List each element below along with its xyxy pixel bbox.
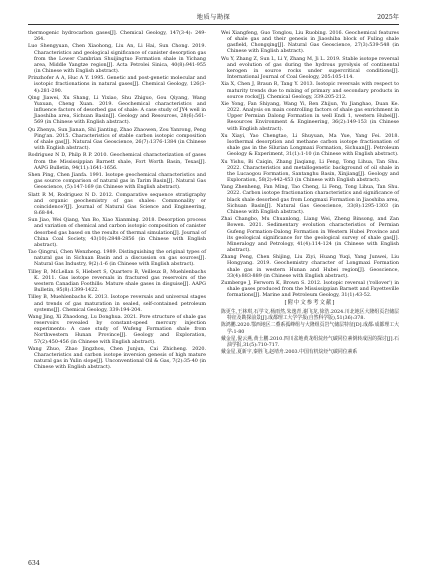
reference-entry: Tilley B, McLellan S, Hiebert S, Quartero B, Veilleux B, Muehlenbachs K. 2011. Gas isotope reversals in fractured gas reservoirs of the western Canadian Foothills: Mature shale gases in disguise[J]. AAPG Bulletin, 95(8):1399-1422. bbox=[28, 268, 206, 294]
reference-entry: Qu Zhenya, Sun Jianan, Shi Jianting, Zhao Zhaowen, Zou Yanrong, Peng Ping'an. 2015. Characteristics of stable carbon isotopic composition of shale gas[J]. Natural Gas Geoscience, 26(7):1376-1384 (in Chinese with English abstract). bbox=[28, 126, 206, 152]
appendix-heading: [附中文参考文献] bbox=[284, 300, 336, 307]
reference-entry: Wei Xiangfeng, Guo Tonglou, Liu Ruobing. 2016. Geochemical features of shale gas and their genesis in Jiaoshiba block of Fuling shale gasfield, Chongqing[J]. Natural Gas Geoscience, 27(3):539-548 (in Chinese with English abstract). bbox=[221, 30, 399, 55]
english-references bbox=[221, 30, 399, 298]
reference-entry: 戴金星,夏新宇,秦胜飞,赵靖舟.2003.中国有机烷烃气碳同位素系 bbox=[221, 349, 358, 356]
reference-entry: Slatt R M, Rodriguez N D. 2012. Comparative sequence stratigraphy and organic geochemistry of gas shales: Commonality or coincidence?[J]. Journal of Natural Gas Science and Engineering, 8:68-84. bbox=[28, 191, 206, 217]
reference-entry: thermogenic hydrocarbon gases[J]. Chemical Geology, 147(3-4): 249-264. bbox=[28, 30, 206, 43]
page-header bbox=[28, 12, 399, 22]
reference-entry: Qing Jiawei, Xu Shang, Li Yixiao, Shu Zhiguo, Gou Qiyang, Wang Yuxuan, Cheng Xuan. 2019. Geochemical characteristics and influence factors of desorbed gas of shale: A case study of JY4 well in Jiaoshiba area, Sichuan Basin[J]. Geology and Resources, 28(6):561-569 (in Chinese with English abstract). bbox=[28, 94, 206, 126]
reference-entry: Tilley B, Muehlenbachs K. 2013. Isotope reversals and universal stages and trends of gas maturation in sealed, self-contained petroleum systems[J]. Chemical Geology, 339:194-204. bbox=[28, 294, 206, 313]
reference-entry: Sun Jiao, Wei Qiang, Yan Bo, Xiao Xianming. 2018. Desorption process and variation of chemical and carbon isotopic composition of canister desorbed gas based on the results of thermal simulation[J]. Journal of China Coal Society, 43(10):2848-2856 (in Chinese with English abstract). bbox=[28, 217, 206, 248]
reference-entry: 陈更生,王林琪,石学文,杨雨然,朱逸青,谢飞龙,徐浩.2024.川北地区大隆组页岩储层特征及勘探前景[J].成都理工大学学报(自然科学版),51(36):378. bbox=[221, 309, 399, 322]
page-number: 634 bbox=[28, 560, 40, 567]
reference-entry: Zhai Changbo, Mu Chuanlong, Liang Wei, Zheng Binsong, and Zan Bowen. 2021. Sedimentary evolution characteristics of Permian Gufeng Formation-Dalong Formation in Western Hubei Province and its geological significance for the geological survey of shale gas[J]. Mineralogy and Petrology, 41(4):114-124 (in Chinese with English abstract). bbox=[221, 216, 399, 253]
reference-entry: 陈鸿鹏.2020.鄂西地区二叠系孤峰组与大隆组页岩气储层特征[D].成都:成都理工大学:1-80 bbox=[221, 322, 399, 335]
reference-entry: Yang Zhenheng, Fan Ming, Tao Cheng, Li Feng, Tong Lihua, Tan Shu. 2022. Carbon isotope fractionation characteristics and significance of black shale desorbed gas from Longmaxi Formation in Jiaoshiba area, Sichuan Basin[J]. Natural Gas Geoscience, 33(8):1295-1303 (in Chinese with English abstract). bbox=[221, 184, 399, 215]
reference-entry: Zumberge J, Ferworn K, Brown S. 2012. Isotopic reversal ('rollover') in shale gases produced from the Mississippian Barnett and Fayetteville formations[J]. Marine and Petroleum Geology, 31(1):43-52. bbox=[221, 279, 399, 299]
reference-entry: Xu Xiayi, Yao Chengtao, Li Shuyuan, Ma Yue, Yang Fei. 2018. Isothermal desorption and methane carbon isotope fractionation of shale gas in the Silurian Longmaxi Formation, Sichuan[J]. Petroleum Geology & Experiment, 31(1):1-10 (in Chinese with English abstract). bbox=[221, 132, 399, 158]
reference-entry: Xie Yong, Fan Shiyang, Wang Yi, Ren Zhijun, Yu Jianghao, Duan Ke. 2022. Analysis on main controlling factors of shale gas enrichment in Upper Permian Dalong Formation in well Endi 1, western Hubei[J]. Resources Environment & Engineering, 36(2):149-153 (in Chinese with English abstract). bbox=[221, 101, 399, 132]
reference-entry: Prinzhofer A A, Huc A Y. 1995. Genetic and post-genetic molecular and isotopic fractionations in natural gases[J]. Chemical Geology, 126(3-4):281-290. bbox=[28, 75, 206, 94]
reference-entry: Shen Ping, Chen Jianfa. 1991. Isotope geochemical characteristics and gas source comparison of natural gas in Tarim Basin[J]. Natural Gas Geoscience, (5):147-169 (in Chinese with English abstract). bbox=[28, 172, 206, 191]
reference-entry: Xia X, Chen J, Braun R, Tang Y. 2013. Isotopic reversals with respect to maturity trends due to mixing of primary and secondary products in source rocks[J]. Chemical Geology, 339:205-212. bbox=[221, 81, 399, 100]
reference-entry: Luo Shengyuan, Chen Xiaohong, Liu An, Li Hai, Sun Chong. 2019. Characteristics and geological significance of canister desorption gas from the Lower Cambrian Shuijingtuo Formation shale in Yichang area, Middle Yangtze region[J]. Acta Petrolei Sinica, 40(8):941-955 (in Chinese with English abstract). bbox=[28, 43, 206, 75]
reference-entry: Xu Yishu, Bi Caiqin, Zhang Jiaqiang, Li Feng, Tong Lihua, Tan Shu. 2022. Characteristics and metallogenetic background of oil shale in the Lucaogou Formation, Santanghu Basin, Xinjiang[J]. Geology and Exploration, 58(2):442-453 (in Chinese with English abstract). bbox=[221, 158, 399, 184]
reference-entry: Rodriguez N D, Philp R P. 2010. Geochemical characterization of gases from the Mississippian Barnett shale, Fort Worth Basin, Texas[J]. AAPG Bulletin, 94(11):1641-1656. bbox=[28, 152, 206, 171]
reference-entry: Zhang Peng, Chen Shijing, Liu Ziyi, Huang Yuqi, Yang Junwei, Liu Hongyang. 2019. Geochemistry character of Longmaxi Formation shale gas in western Hunan and Hubei region[J]. Geoscience, 33(4):883-889 (in Chinese with English abstract). bbox=[221, 254, 399, 279]
references-left-column bbox=[28, 30, 206, 372]
chinese-references bbox=[221, 309, 399, 355]
references-right-column bbox=[221, 30, 399, 357]
reference-entry: Tao Qingrui, Chen Wenzheng. 1989. Distinguishing the original types of natural gas in Sichuan Basin and a discussion on gas sources[J]. Natural Gas Industry, 9(2):1-6 (in Chinese with English abstract). bbox=[28, 249, 206, 268]
reference-entry: Wang Zhuo, Zhao Jingzhou, Chen Junjun, Cai Zhicheng. 2020. Characteristics and carbon isotope inversion genesis of high mature natural gas in Yulin slope[J]. Unconventional Oil & Gas, 7(2):35-40 (in Chinese with English abstract). bbox=[28, 345, 206, 371]
journal-year: 2025年 bbox=[377, 14, 399, 21]
journal-title: 地质与勘探 bbox=[196, 14, 231, 21]
reference-entry: Wang Jing, Xi Zhaodong, Lu Donghua. 2021. Pore structure of shale gas reservoirs revealed by constant-speed mercury injection experiments: A case study of Wufeng Formation shale from Northwestern Hunan Province[J]. Geology and Exploration, 57(2):450-456 (in Chinese with English abstract). bbox=[28, 314, 206, 345]
header-rule bbox=[28, 24, 399, 25]
reference-entry: Wu Y, Zhang Z, Sun L, Li Y, Zhang M, Ji L. 2019. Stable isotope reversal and evolution of gas during the hydrous pyrolysis of continental kerogen in source rocks under supercritical conditions[J]. International Journal of Coal Geology, 205:105-114. bbox=[221, 55, 399, 81]
reference-entry: 戴金星,倪云燕,黄士鹏.2010.四川盆地黄龙组烷烃气碳同位素倒转成因的探讨[J].石油学报,31(5):710-717. bbox=[221, 335, 399, 349]
